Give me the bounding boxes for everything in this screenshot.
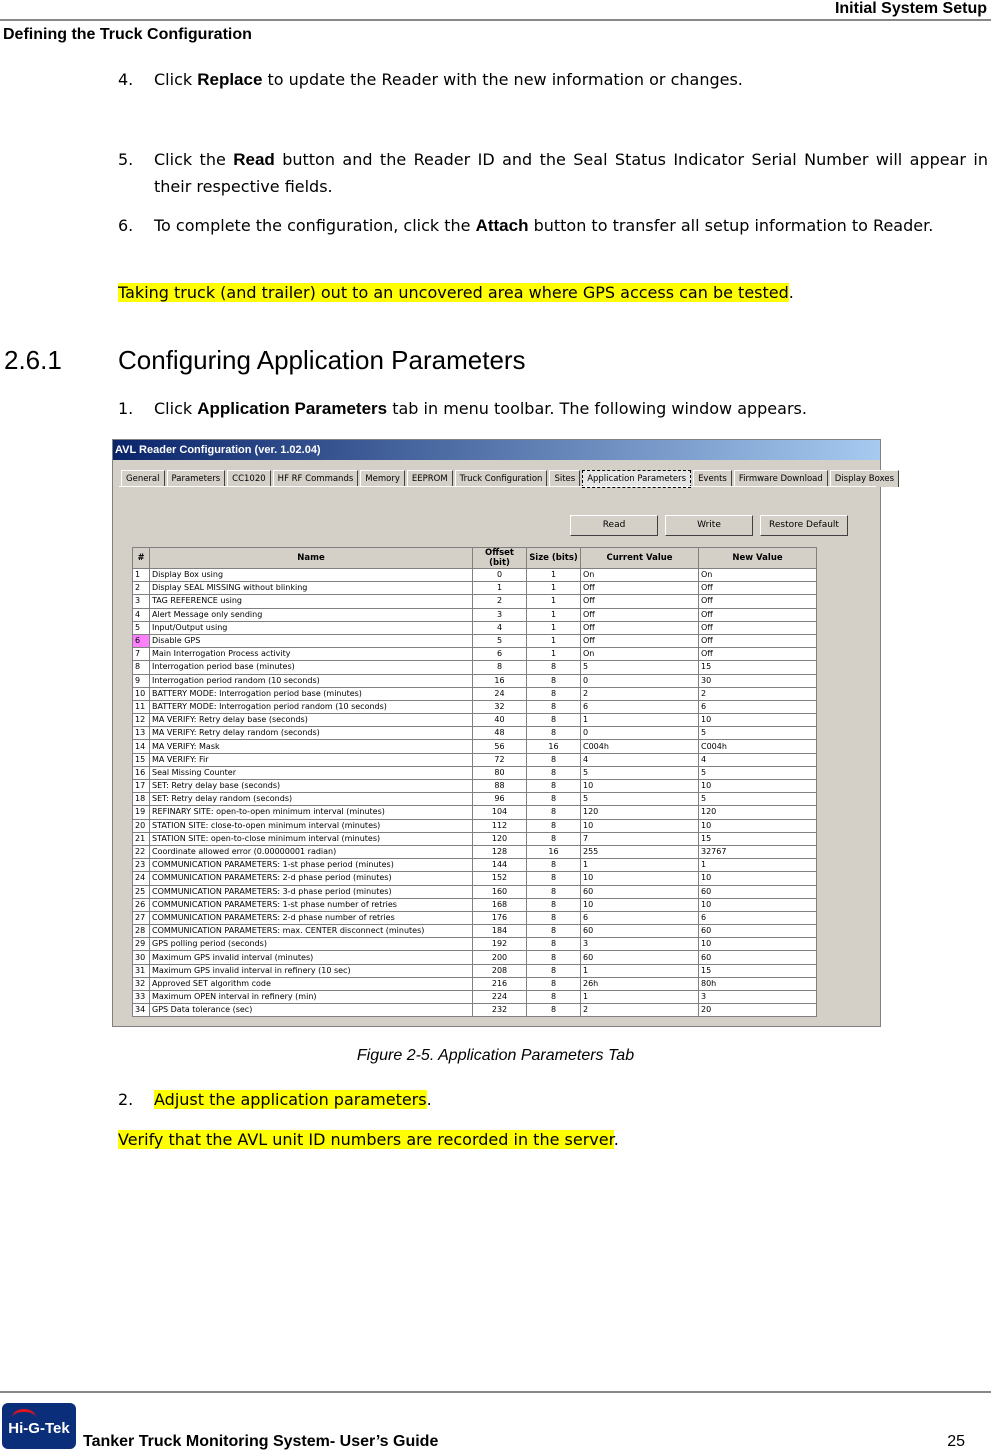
table-cell: 19 <box>133 806 150 819</box>
note-verify-ids: Verify that the AVL unit ID numbers are recorded in the server. <box>118 1130 619 1149</box>
table-row <box>133 740 817 753</box>
table-cell: Interrogation period random (10 seconds) <box>150 674 473 687</box>
new-value-cell[interactable]: 4 <box>699 753 817 766</box>
table-cell: 255 <box>581 845 699 858</box>
column-header[interactable]: Name <box>150 548 473 569</box>
column-header[interactable]: Current Value <box>581 548 699 569</box>
tab-application-parameters[interactable]: Application Parameters <box>582 470 691 488</box>
table-cell: 104 <box>473 806 527 819</box>
note-gps-test: Taking truck (and trailer) out to an uncovered area where GPS access can be tested. <box>118 283 794 302</box>
table-cell: 8 <box>527 780 581 793</box>
table-cell: 8 <box>527 793 581 806</box>
new-value-cell[interactable]: 3 <box>699 991 817 1004</box>
table-cell: 1 <box>527 595 581 608</box>
table-row <box>133 793 817 806</box>
column-header[interactable]: Size (bits) <box>527 548 581 569</box>
table-cell: 10 <box>581 872 699 885</box>
table-cell: 144 <box>473 859 527 872</box>
table-row <box>133 634 817 647</box>
table-cell: 12 <box>133 714 150 727</box>
tab-display-boxes[interactable]: Display Boxes <box>830 470 899 487</box>
table-cell: 8 <box>527 885 581 898</box>
table-cell: COMMUNICATION PARAMETERS: 1-st phase number of retries <box>150 898 473 911</box>
new-value-cell[interactable]: 5 <box>699 793 817 806</box>
parameters-table <box>132 547 817 1017</box>
table-cell: 16 <box>527 845 581 858</box>
table-cell: 60 <box>581 925 699 938</box>
table-cell: COMMUNICATION PARAMETERS: max. CENTER disconnect (minutes) <box>150 925 473 938</box>
table-cell: 3 <box>581 938 699 951</box>
table-cell: 120 <box>581 806 699 819</box>
table-cell: 5 <box>133 621 150 634</box>
table-cell: 216 <box>473 977 527 990</box>
table-cell: 8 <box>527 964 581 977</box>
table-row <box>133 714 817 727</box>
table-cell: GPS Data tolerance (sec) <box>150 1004 473 1017</box>
table-cell: Alert Message only sending <box>150 608 473 621</box>
table-cell: 2 <box>581 1004 699 1017</box>
table-cell: MA VERIFY: Fir <box>150 753 473 766</box>
table-row <box>133 911 817 924</box>
table-row <box>133 700 817 713</box>
new-value-cell[interactable]: Off <box>699 648 817 661</box>
table-cell: 72 <box>473 753 527 766</box>
new-value-cell[interactable]: 60 <box>699 951 817 964</box>
table-cell: 60 <box>581 951 699 964</box>
table-row <box>133 727 817 740</box>
table-cell: COMMUNICATION PARAMETERS: 2-d phase period (minutes) <box>150 872 473 885</box>
table-cell: 8 <box>527 687 581 700</box>
table-cell: 3 <box>473 608 527 621</box>
table-cell: 8 <box>527 766 581 779</box>
table-cell: 2 <box>133 582 150 595</box>
table-cell: Off <box>581 634 699 647</box>
table-cell: 32 <box>133 977 150 990</box>
table-cell: 1 <box>527 569 581 582</box>
table-cell: 1 <box>473 582 527 595</box>
table-cell: 1 <box>581 964 699 977</box>
table-cell: 5 <box>581 793 699 806</box>
table-cell: Disable GPS <box>150 634 473 647</box>
step-5: 5. Click the Read button and the Reader ID and the Seal Status Indicator Serial Number will appear in their respective fields. <box>118 150 988 196</box>
figure-caption: Figure 2-5. Application Parameters Tab <box>356 1047 635 1064</box>
table-cell: 152 <box>473 872 527 885</box>
table-cell: 232 <box>473 1004 527 1017</box>
new-value-cell[interactable]: 30 <box>699 674 817 687</box>
table-row <box>133 687 817 700</box>
tab-cc1020[interactable]: CC1020 <box>227 470 271 487</box>
tab-parameters[interactable]: Parameters <box>167 470 226 487</box>
table-row <box>133 569 817 582</box>
table-cell: 0 <box>473 569 527 582</box>
table-cell: Seal Missing Counter <box>150 766 473 779</box>
header-chapter-title: Initial System Setup <box>834 0 987 17</box>
table-cell: 120 <box>473 832 527 845</box>
table-cell: 8 <box>527 951 581 964</box>
table-cell: 1 <box>133 569 150 582</box>
table-cell: Maximum GPS invalid interval in refinery (10 sec) <box>150 964 473 977</box>
tab-general[interactable]: General <box>121 470 165 487</box>
new-value-cell[interactable]: 6 <box>699 700 817 713</box>
table-cell: 15 <box>133 753 150 766</box>
table-row <box>133 595 817 608</box>
new-value-cell[interactable]: 1 <box>699 859 817 872</box>
table-cell: 40 <box>473 714 527 727</box>
table-cell: On <box>581 569 699 582</box>
tab-hf-rf-commands[interactable]: HF RF Commands <box>273 470 359 487</box>
table-cell: SET: Retry delay base (seconds) <box>150 780 473 793</box>
read-button[interactable]: Read <box>570 515 658 536</box>
table-cell: 10 <box>581 780 699 793</box>
table-cell: Off <box>581 608 699 621</box>
window-title: AVL Reader Configuration (ver. 1.02.04) <box>113 440 880 460</box>
table-row <box>133 582 817 595</box>
replace-keyword: Replace <box>197 70 263 89</box>
table-row <box>133 951 817 964</box>
table-cell: 8 <box>527 898 581 911</box>
table-cell: 8 <box>527 661 581 674</box>
table-cell: 200 <box>473 951 527 964</box>
table-cell: 5 <box>473 634 527 647</box>
table-cell: 8 <box>527 714 581 727</box>
table-cell: 1 <box>527 608 581 621</box>
new-value-cell[interactable]: Off <box>699 634 817 647</box>
table-cell: 0 <box>581 674 699 687</box>
table-cell: 30 <box>133 951 150 964</box>
table-cell: 8 <box>527 727 581 740</box>
new-value-cell[interactable]: 32767 <box>699 845 817 858</box>
table-cell: 2 <box>581 687 699 700</box>
table-cell: TAG REFERENCE using <box>150 595 473 608</box>
column-header[interactable]: # <box>133 548 150 569</box>
table-cell: 3 <box>133 595 150 608</box>
table-cell: 16 <box>473 674 527 687</box>
tab-events[interactable]: Events <box>693 470 732 487</box>
table-cell: C004h <box>581 740 699 753</box>
column-header[interactable]: New Value <box>699 548 817 569</box>
table-row <box>133 845 817 858</box>
new-value-cell[interactable]: 10 <box>699 898 817 911</box>
new-value-cell[interactable]: Off <box>699 608 817 621</box>
table-cell: STATION SITE: close-to-open minimum interval (minutes) <box>150 819 473 832</box>
table-cell: 8 <box>527 700 581 713</box>
header-section-title: Defining the Truck Configuration <box>3 26 252 43</box>
table-cell: 26h <box>581 977 699 990</box>
table-cell: 1 <box>581 714 699 727</box>
table-row <box>133 753 817 766</box>
table-cell: 5 <box>581 661 699 674</box>
new-value-cell[interactable]: 120 <box>699 806 817 819</box>
table-cell: BATTERY MODE: Interrogation period random (10 seconds) <box>150 700 473 713</box>
table-cell: COMMUNICATION PARAMETERS: 3-d phase period (minutes) <box>150 885 473 898</box>
logo-arc-icon <box>12 1409 36 1426</box>
read-keyword: Read <box>233 150 275 169</box>
table-cell: 11 <box>133 700 150 713</box>
new-value-cell[interactable]: 2 <box>699 687 817 700</box>
step-6: 6. To complete the configuration, click the Attach button to transfer all setup information to Reader. <box>118 216 934 235</box>
table-cell: COMMUNICATION PARAMETERS: 2-d phase number of retries <box>150 911 473 924</box>
new-value-cell[interactable]: Off <box>699 595 817 608</box>
table-cell: 96 <box>473 793 527 806</box>
new-value-cell[interactable]: 15 <box>699 661 817 674</box>
table-cell: BATTERY MODE: Interrogation period base (minutes) <box>150 687 473 700</box>
table-cell: 8 <box>527 977 581 990</box>
new-value-cell[interactable]: C004h <box>699 740 817 753</box>
table-cell: Off <box>581 582 699 595</box>
table-cell: 1 <box>527 648 581 661</box>
new-value-cell[interactable]: 10 <box>699 780 817 793</box>
table-cell: Maximum OPEN interval in refinery (min) <box>150 991 473 1004</box>
table-cell: 8 <box>527 1004 581 1017</box>
new-value-cell[interactable]: 60 <box>699 925 817 938</box>
table-cell: COMMUNICATION PARAMETERS: 1-st phase period (minutes) <box>150 859 473 872</box>
table-cell: Interrogation period base (minutes) <box>150 661 473 674</box>
table-cell: 17 <box>133 780 150 793</box>
section-heading: 2.6.1 Configuring Application Parameters <box>4 345 526 375</box>
table-cell: 1 <box>581 991 699 1004</box>
table-cell: 16 <box>133 766 150 779</box>
write-button[interactable]: Write <box>665 515 753 536</box>
table-cell: Display SEAL MISSING without blinking <box>150 582 473 595</box>
table-cell: 24 <box>473 687 527 700</box>
header-divider <box>0 19 991 21</box>
table-row <box>133 964 817 977</box>
table-cell: 6 <box>581 700 699 713</box>
table-cell: 25 <box>133 885 150 898</box>
table-cell: 2 <box>473 595 527 608</box>
table-cell: 8 <box>133 661 150 674</box>
table-cell: 1 <box>527 634 581 647</box>
table-row <box>133 832 817 845</box>
table-cell: 31 <box>133 964 150 977</box>
table-cell: Maximum GPS invalid interval (minutes) <box>150 951 473 964</box>
table-row <box>133 780 817 793</box>
table-row <box>133 766 817 779</box>
table-cell: 4 <box>133 608 150 621</box>
page-number: 25 <box>947 1433 965 1450</box>
table-cell: 7 <box>133 648 150 661</box>
table-cell: 4 <box>473 621 527 634</box>
table-cell: 7 <box>581 832 699 845</box>
tab-sites[interactable]: Sites <box>549 470 580 487</box>
table-cell: 27 <box>133 911 150 924</box>
step-1: 1. Click Application Parameters tab in menu toolbar. The following window appears. <box>118 399 807 418</box>
new-value-cell[interactable]: 10 <box>699 938 817 951</box>
new-value-cell[interactable]: 80h <box>699 977 817 990</box>
table-cell: MA VERIFY: Retry delay base (seconds) <box>150 714 473 727</box>
app-parameters-screenshot <box>112 439 894 1027</box>
table-cell: 168 <box>473 898 527 911</box>
table-cell: 0 <box>581 727 699 740</box>
table-row <box>133 898 817 911</box>
table-cell: 8 <box>527 991 581 1004</box>
table-cell: 1 <box>527 621 581 634</box>
table-cell: 10 <box>581 898 699 911</box>
table-row <box>133 977 817 990</box>
table-row <box>133 819 817 832</box>
new-value-cell[interactable]: 5 <box>699 727 817 740</box>
table-row <box>133 872 817 885</box>
table-cell: 16 <box>527 740 581 753</box>
new-value-cell[interactable]: 20 <box>699 1004 817 1017</box>
table-cell: 184 <box>473 925 527 938</box>
table-cell: 8 <box>527 753 581 766</box>
tab-panel <box>119 486 876 1027</box>
step-4: 4. Click Replace to update the Reader with the new information or changes. <box>118 70 743 89</box>
table-cell: 33 <box>133 991 150 1004</box>
table-cell: 88 <box>473 780 527 793</box>
table-cell: 8 <box>527 938 581 951</box>
table-cell: 6 <box>473 648 527 661</box>
table-cell: 1 <box>581 859 699 872</box>
column-header[interactable]: Offset (bit) <box>473 548 527 569</box>
table-cell: MA VERIFY: Retry delay random (seconds) <box>150 727 473 740</box>
new-value-cell[interactable]: 15 <box>699 964 817 977</box>
table-cell: 10 <box>133 687 150 700</box>
restore-default-button[interactable]: Restore Default <box>760 515 848 536</box>
table-cell: 8 <box>473 661 527 674</box>
table-cell: 18 <box>133 793 150 806</box>
footer-title: Tanker Truck Monitoring System- User’s Guide <box>83 1433 439 1450</box>
new-value-cell[interactable]: 6 <box>699 911 817 924</box>
new-value-cell[interactable]: 10 <box>699 819 817 832</box>
tab-firmware-download[interactable]: Firmware Download <box>734 470 828 487</box>
application-parameters-keyword: Application Parameters <box>197 399 388 418</box>
table-cell: 80 <box>473 766 527 779</box>
table-row <box>133 1004 817 1017</box>
table-row <box>133 859 817 872</box>
table-cell: 56 <box>473 740 527 753</box>
new-value-cell[interactable]: 5 <box>699 766 817 779</box>
table-cell: 8 <box>527 872 581 885</box>
table-cell: 26 <box>133 898 150 911</box>
table-row <box>133 608 817 621</box>
table-cell: 8 <box>527 806 581 819</box>
table-row <box>133 925 817 938</box>
table-cell: Coordinate allowed error (0.00000001 radian) <box>150 845 473 858</box>
table-cell: 8 <box>527 911 581 924</box>
table-cell: 8 <box>527 832 581 845</box>
company-logo: Hi-G-Tek <box>2 1403 76 1449</box>
table-row <box>133 806 817 819</box>
new-value-cell[interactable]: Off <box>699 621 817 634</box>
attach-keyword: Attach <box>475 216 529 235</box>
table-row <box>133 674 817 687</box>
table-cell: 14 <box>133 740 150 753</box>
table-cell: 9 <box>133 674 150 687</box>
table-cell: 8 <box>527 674 581 687</box>
table-cell: 48 <box>473 727 527 740</box>
new-value-cell[interactable]: 15 <box>699 832 817 845</box>
new-value-cell[interactable]: Off <box>699 582 817 595</box>
table-cell: 28 <box>133 925 150 938</box>
table-row <box>133 621 817 634</box>
tab-eeprom[interactable]: EEPROM <box>407 470 453 487</box>
table-cell: 208 <box>473 964 527 977</box>
table-cell: 6 <box>133 634 150 647</box>
table-cell: 8 <box>527 925 581 938</box>
table-cell: 4 <box>581 753 699 766</box>
table-cell: Off <box>581 621 699 634</box>
table-cell: 224 <box>473 991 527 1004</box>
table-cell: 24 <box>133 872 150 885</box>
table-row <box>133 885 817 898</box>
table-cell: REFINARY SITE: open-to-open minimum interval (minutes) <box>150 806 473 819</box>
new-value-cell[interactable]: 10 <box>699 872 817 885</box>
table-cell: 1 <box>527 582 581 595</box>
table-row <box>133 938 817 951</box>
new-value-cell[interactable]: On <box>699 569 817 582</box>
table-cell: 176 <box>473 911 527 924</box>
table-row <box>133 648 817 661</box>
table-cell: 8 <box>527 859 581 872</box>
table-cell: 13 <box>133 727 150 740</box>
table-cell: Approved SET algorithm code <box>150 977 473 990</box>
tab-truck-configuration[interactable]: Truck Configuration <box>455 470 548 487</box>
table-cell: Main Interrogation Process activity <box>150 648 473 661</box>
step-2: 2. Adjust the application parameters. <box>118 1090 432 1109</box>
new-value-cell[interactable]: 10 <box>699 714 817 727</box>
table-cell: 5 <box>581 766 699 779</box>
tab-memory[interactable]: Memory <box>360 470 405 487</box>
table-cell: 160 <box>473 885 527 898</box>
table-cell: 8 <box>527 819 581 832</box>
table-cell: Input/Output using <box>150 621 473 634</box>
table-cell: 6 <box>581 911 699 924</box>
table-cell: MA VERIFY: Mask <box>150 740 473 753</box>
table-cell: 60 <box>581 885 699 898</box>
table-cell: STATION SITE: open-to-close minimum interval (minutes) <box>150 832 473 845</box>
table-cell: 22 <box>133 845 150 858</box>
table-row <box>133 991 817 1004</box>
table-cell: 10 <box>581 819 699 832</box>
new-value-cell[interactable]: 60 <box>699 885 817 898</box>
table-cell: 128 <box>473 845 527 858</box>
table-cell: 34 <box>133 1004 150 1017</box>
table-cell: SET: Retry delay random (seconds) <box>150 793 473 806</box>
table-cell: 20 <box>133 819 150 832</box>
footer-divider <box>0 1391 991 1393</box>
table-cell: Off <box>581 595 699 608</box>
table-cell: 112 <box>473 819 527 832</box>
table-cell: 32 <box>473 700 527 713</box>
table-row <box>133 661 817 674</box>
table-cell: 23 <box>133 859 150 872</box>
table-cell: 21 <box>133 832 150 845</box>
table-cell: 192 <box>473 938 527 951</box>
table-cell: On <box>581 648 699 661</box>
table-cell: GPS polling period (seconds) <box>150 938 473 951</box>
table-cell: 29 <box>133 938 150 951</box>
table-cell: Display Box using <box>150 569 473 582</box>
